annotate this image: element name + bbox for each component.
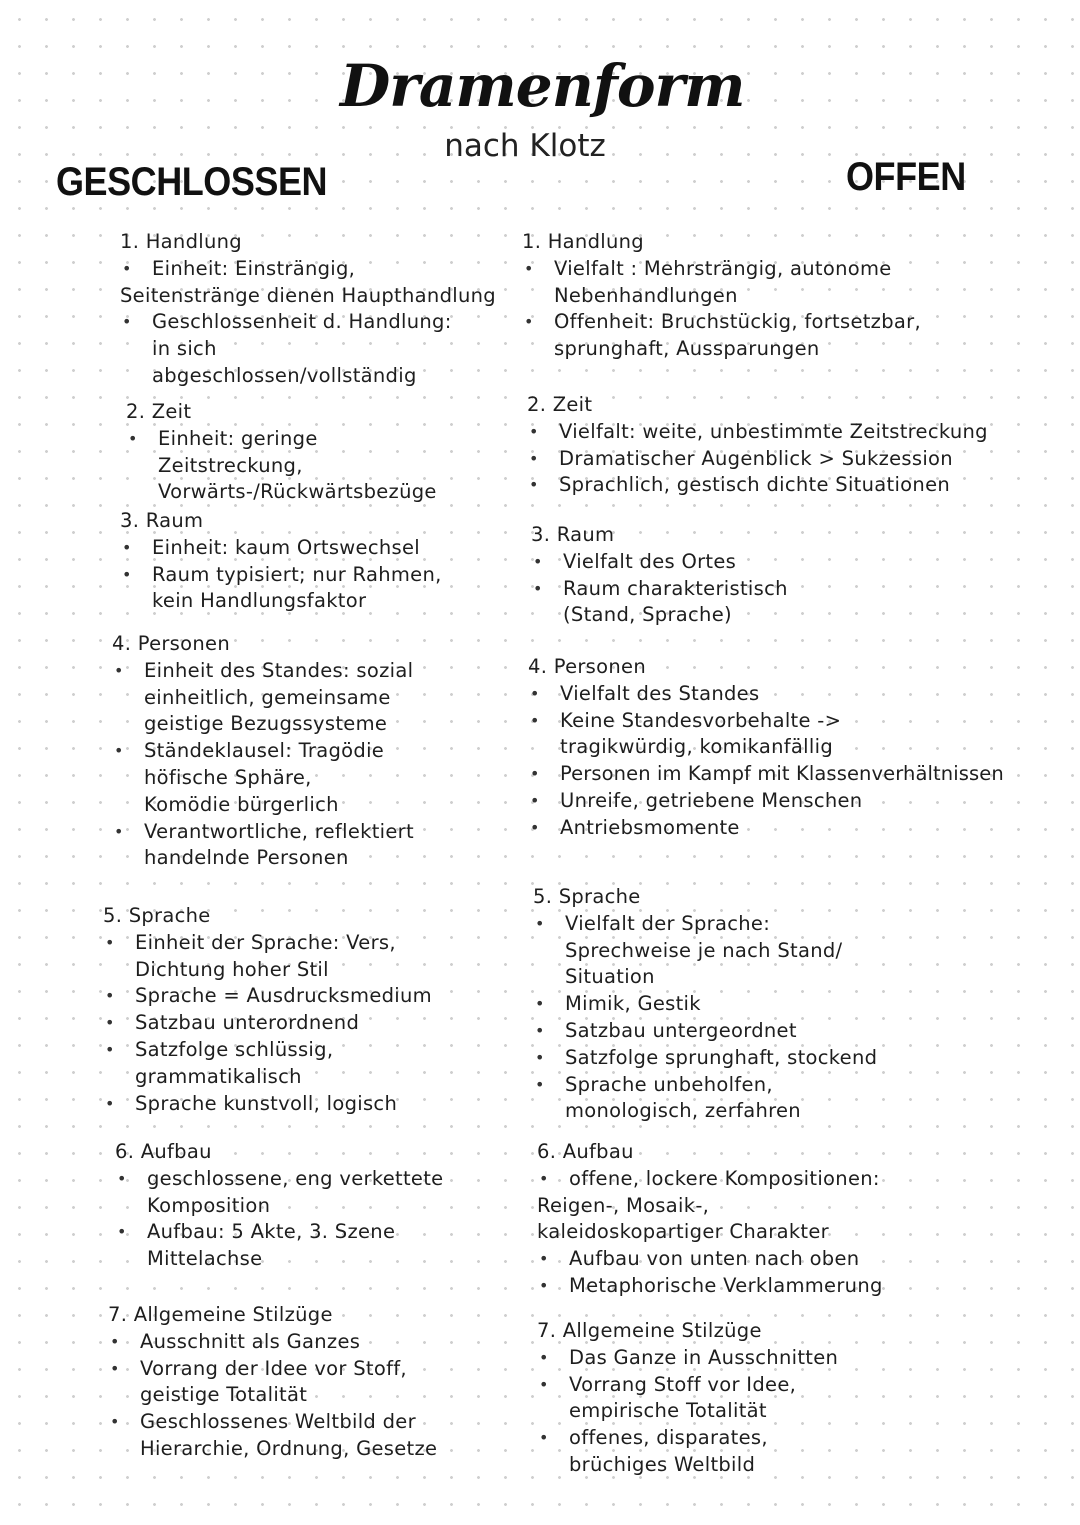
- list-item: • offene, lockere Kompositionen: Reigen-, Mosaik-, kaleidoskopartiger Charakter: [537, 1166, 957, 1246]
- list-item: • Sprache kunstvoll, logisch: [103, 1091, 503, 1118]
- list-item: • Satzfolge schlüssig, grammatikalisch: [103, 1037, 503, 1091]
- section-heading: 2. Zeit: [126, 400, 192, 423]
- list-item: • Vielfalt des Standes: [528, 681, 1048, 708]
- right-section-personen: [528, 654, 1048, 842]
- section-heading: 4. Personen: [528, 655, 646, 678]
- list-item: • Geschlossenheit d. Handlung: in sich abgeschlossen/vollständig: [120, 309, 462, 389]
- list-item: • offenes, disparates, brüchiges Weltbild: [537, 1425, 789, 1479]
- left-section-personen: [112, 631, 472, 872]
- right-section-zeit: [527, 392, 1007, 499]
- list-item: • Ausschnitt als Ganzes: [108, 1329, 468, 1356]
- column-heading-offen: OFFEN: [846, 155, 966, 199]
- list-item: • Raum typisiert; nur Rahmen, kein Handlungsfaktor: [120, 562, 472, 616]
- list-item: • Einheit: Einsträngig, Seitenstränge dienen Haupthandlung: [120, 256, 500, 310]
- section-heading: 4. Personen: [112, 632, 230, 655]
- section-heading: 3. Raum: [120, 509, 204, 532]
- list-item: • Satzbau unterordnend: [103, 1010, 503, 1037]
- list-item: • Unreife, getriebene Menschen: [528, 788, 1048, 815]
- list-item: • Offenheit: Bruchstückig, fortsetzbar, sprunghaft, Aussparungen: [522, 309, 934, 363]
- right-section-stilzuege: [537, 1318, 877, 1479]
- list-item: • Vorrang Stoff vor Idee, empirische Totalität: [537, 1372, 819, 1426]
- list-item: • Aufbau: 5 Akte, 3. Szene Mittelachse: [115, 1219, 427, 1273]
- continuation-line: Reigen-, Mosaik-, kaleidoskopartiger Charakter: [537, 1193, 829, 1244]
- right-section-sprache: [533, 884, 913, 1125]
- list-item: • Antriebsmomente: [528, 815, 1048, 842]
- section-heading: 5. Sprache: [533, 885, 641, 908]
- list-item: • Vielfalt der Sprache: Sprechweise je nach Stand/ Situation: [533, 911, 855, 991]
- section-heading: 2. Zeit: [527, 393, 593, 416]
- list-item: • Keine Standesvorbehalte -> tragikwürdig, komikanfällig: [528, 708, 880, 762]
- left-section-sprache: [103, 903, 503, 1117]
- list-item: • Ständeklausel: Tragödie höfische Sphäre, Komödie bürgerlich: [112, 738, 404, 818]
- list-item: • Satzbau untergeordnet: [533, 1018, 913, 1045]
- page-title: Dramenform: [340, 52, 745, 120]
- section-heading: 7. Allgemeine Stilzüge: [537, 1319, 762, 1342]
- right-section-handlung: [522, 229, 942, 363]
- list-item: • Vielfalt : Mehrsträngig, autonome Nebenhandlungen: [522, 256, 894, 310]
- list-item: • Einheit: geringe Zeitstreckung, Vorwärts-/Rückwärtsbezüge: [126, 426, 466, 506]
- list-item: • Vielfalt des Ortes: [531, 549, 851, 576]
- list-item: • Einheit der Sprache: Vers, Dichtung hoher Stil: [103, 930, 475, 984]
- list-item: • Metaphorische Verklammerung: [537, 1273, 957, 1300]
- list-item: • Mimik, Gestik: [533, 991, 913, 1018]
- section-heading: 7. Allgemeine Stilzüge: [108, 1303, 333, 1326]
- list-item: • Einheit des Standes: sozial einheitlich, gemeinsame geistige Bezugssysteme: [112, 658, 464, 738]
- list-item: • Dramatischer Augenblick > Sukzession: [527, 446, 1007, 473]
- left-section-raum: [120, 508, 480, 615]
- right-section-raum: [531, 522, 851, 629]
- list-item: • Sprachlich, gestisch dichte Situationen: [527, 472, 1007, 499]
- list-item: • Geschlossenes Weltbild der Hierarchie, Ordnung, Gesetze: [108, 1409, 440, 1463]
- list-item: • Vorrang der Idee vor Stoff, geistige Totalität: [108, 1356, 430, 1410]
- list-item: • Verantwortliche, reflektiert handelnde Personen: [112, 819, 424, 873]
- section-heading: 5. Sprache: [103, 904, 211, 927]
- section-heading: 1. Handlung: [522, 230, 644, 253]
- column-heading-geschlossen: GESCHLOSSEN: [56, 160, 328, 204]
- list-item: • geschlossene, eng verkettete Komposition: [115, 1166, 467, 1220]
- left-section-handlung: [120, 229, 500, 390]
- list-item: • Einheit: kaum Ortswechsel: [120, 535, 480, 562]
- left-section-aufbau: [115, 1139, 455, 1273]
- page-subtitle: nach Klotz: [444, 128, 606, 164]
- left-section-stilzuege: [108, 1302, 468, 1463]
- list-item: • Personen im Kampf mit Klassenverhältnissen: [528, 761, 1048, 788]
- continuation-line: Seitenstränge dienen Haupthandlung: [120, 283, 496, 307]
- list-item: • Raum charakteristisch (Stand, Sprache): [531, 576, 803, 630]
- list-item: • Satzfolge sprunghaft, stockend: [533, 1045, 913, 1072]
- section-heading: 6. Aufbau: [537, 1140, 634, 1163]
- list-item: • Das Ganze in Ausschnitten: [537, 1345, 877, 1372]
- section-heading: 6. Aufbau: [115, 1140, 212, 1163]
- right-section-aufbau: [537, 1139, 957, 1300]
- list-item: • Vielfalt: weite, unbestimmte Zeitstreckung: [527, 419, 1007, 446]
- list-item: • Aufbau von unten nach oben: [537, 1246, 957, 1273]
- section-heading: 3. Raum: [531, 523, 615, 546]
- list-item: • Sprache = Ausdrucksmedium: [103, 983, 503, 1010]
- list-item: • Sprache unbeholfen, monologisch, zerfahren: [533, 1072, 815, 1126]
- section-heading: 1. Handlung: [120, 230, 242, 253]
- left-section-zeit: [126, 399, 466, 506]
